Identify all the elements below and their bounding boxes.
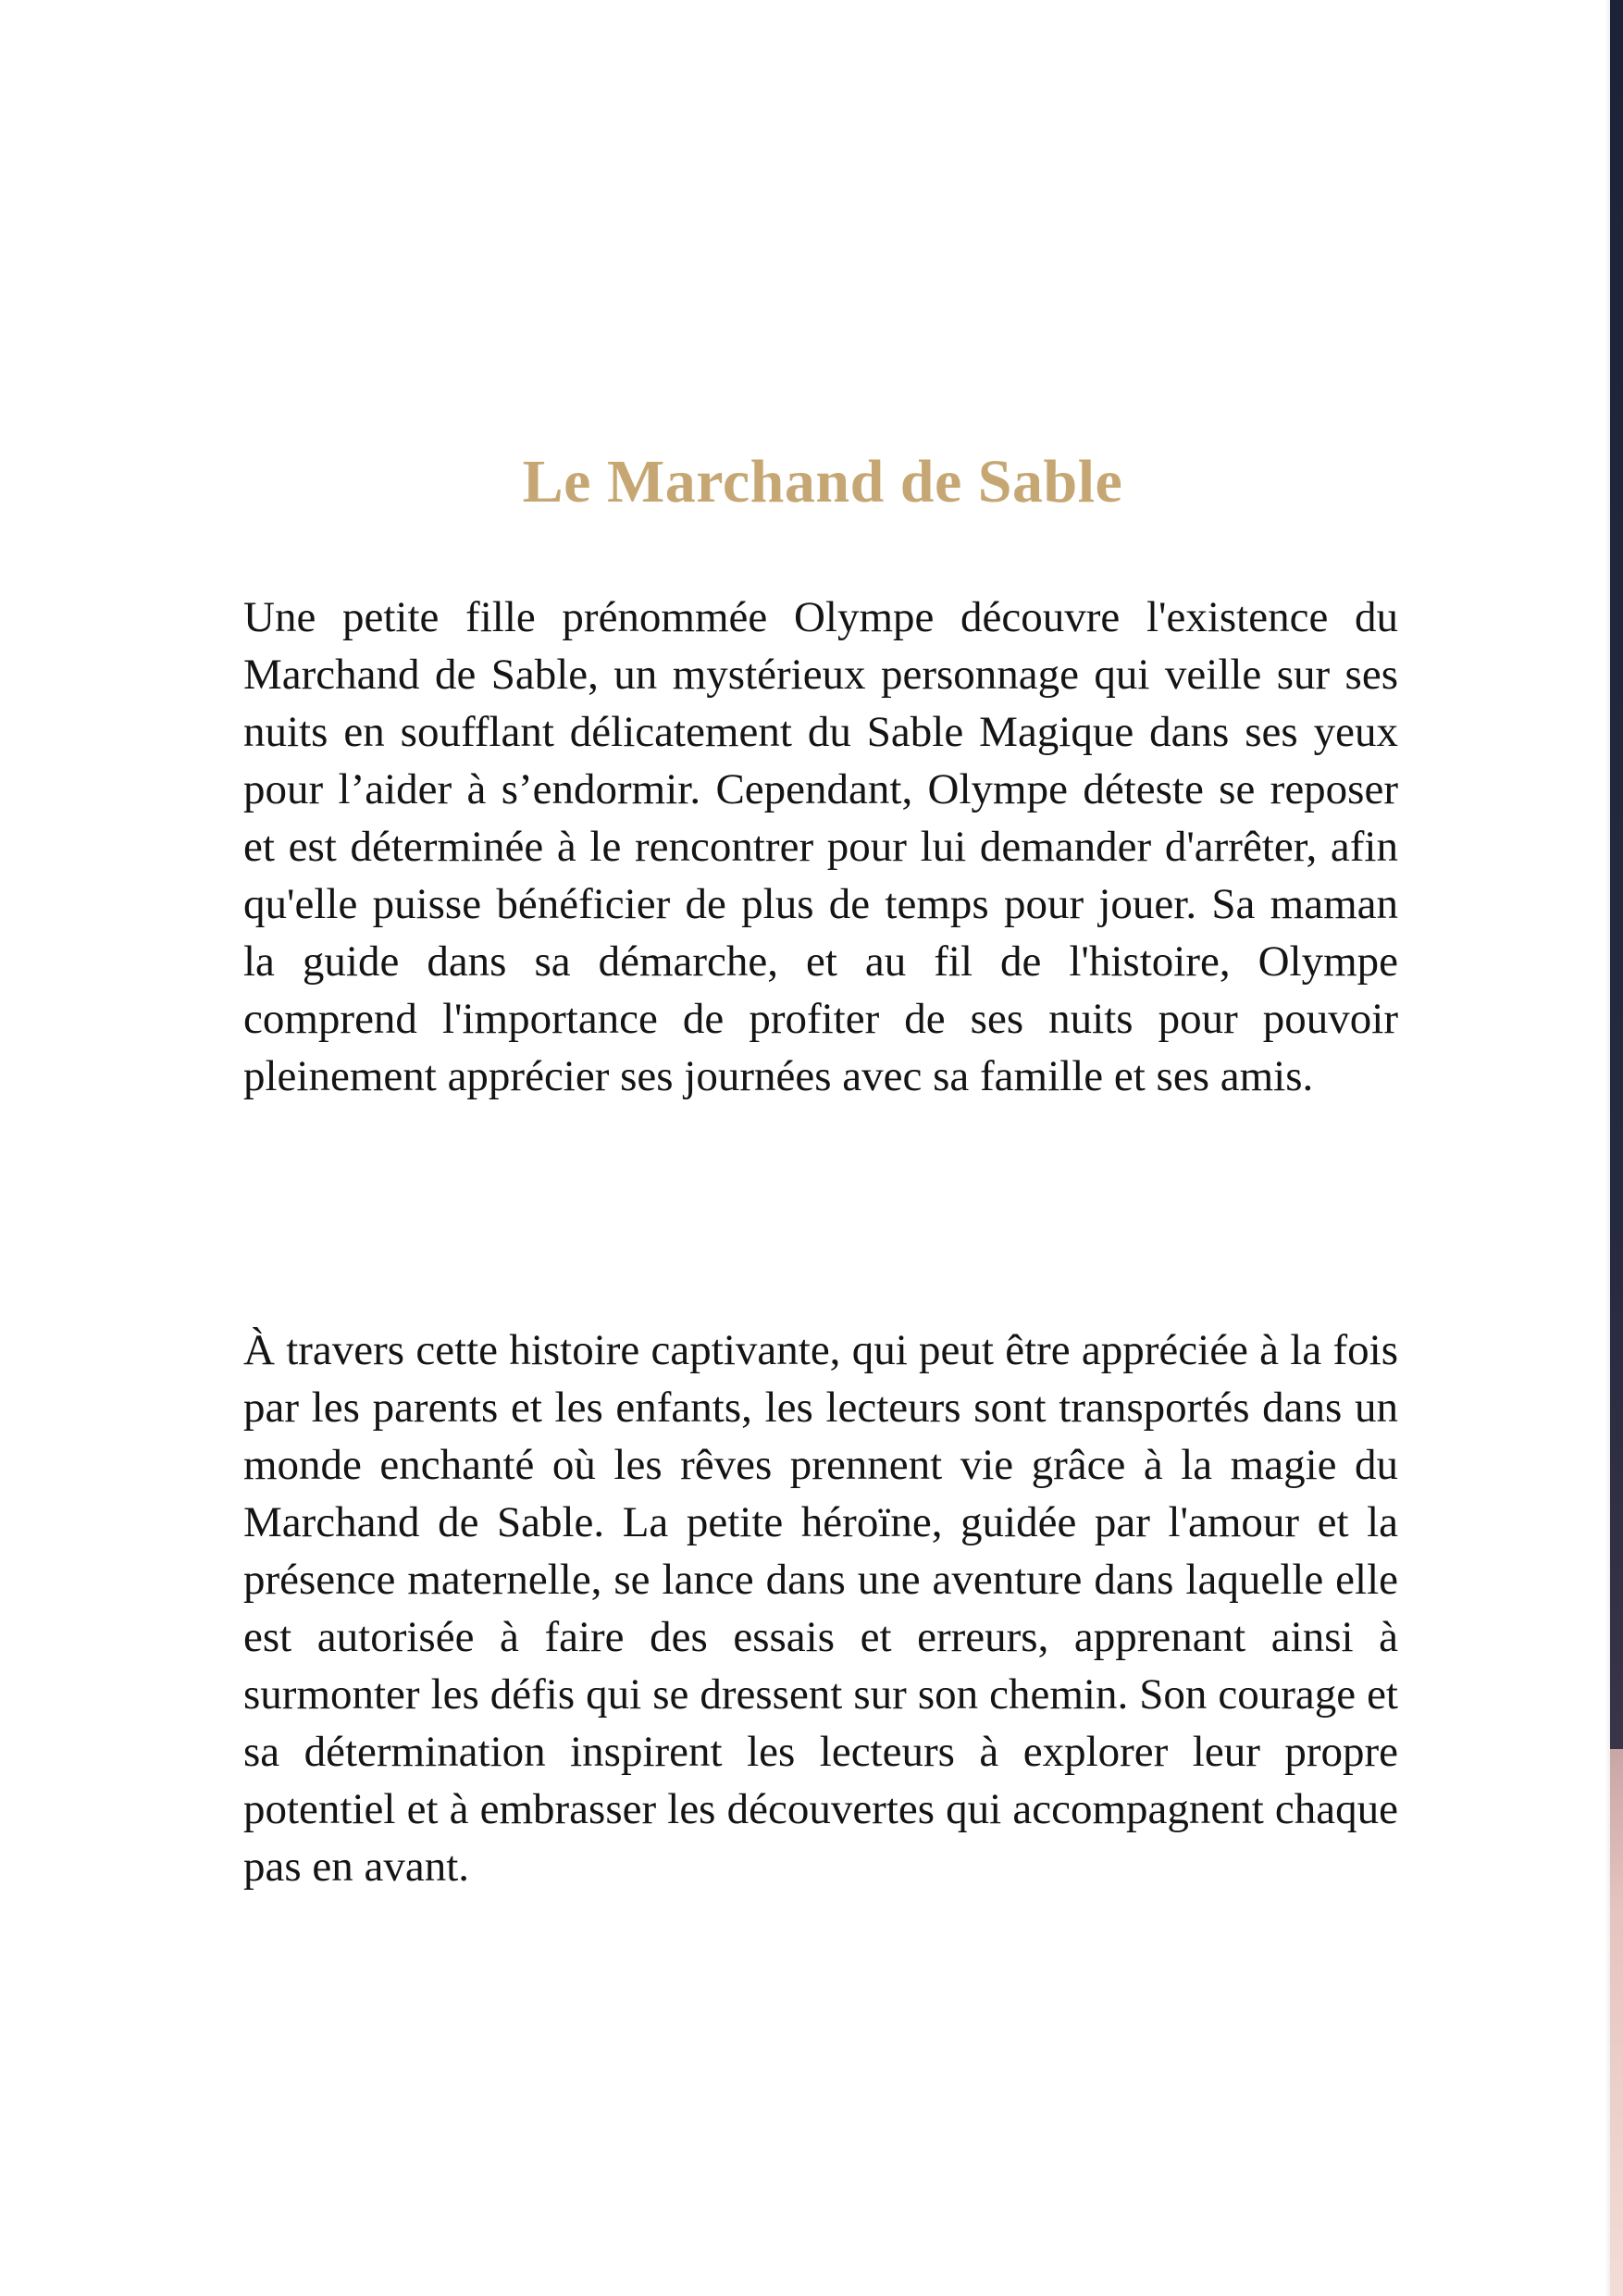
page-title: Le Marchand de Sable	[522, 448, 1123, 515]
adjacent-page-edge-pink	[1610, 1749, 1623, 2296]
adjacent-page-edge-dark	[1610, 0, 1623, 1749]
summary-paragraph-1: Une petite fille prénommée Olympe découvre l'existence du Marchand de Sable, un mystérieux personnage qui veille sur ses nuits en soufflant délicatement du Sable Magique dans ses yeux pour l’aider à s’endormir. Cependant, Olympe déteste se reposer et est déterminée à le rencontrer pour lui demander d'arrêter, afin qu'elle puisse bénéficier de plus de temps pour jouer. Sa maman la guide dans sa démarche, et au fil de l'histoire, Olympe comprend l'importance de profiter de ses nuits pour pouvoir pleinement apprécier ses journées avec sa famille et ses amis.	[243, 593, 1398, 1100]
summary-paragraph-2: À travers cette histoire captivante, qui peut être appréciée à la fois par les parents et les enfants, les lecteurs sont transportés dans un monde enchanté où les rêves prennent vie grâce à la magie du Marchand de Sable. La petite héroïne, guidée par l'amour et la présence maternelle, se lance dans une aventure dans laquelle elle est autorisée à faire des essais et erreurs, apprenant ainsi à surmonter les défis qui se dressent sur son chemin. Son courage et sa détermination inspirent les lecteurs à explorer leur propre potentiel et à embrasser les découvertes qui accompagnent chaque pas en avant.	[243, 1326, 1398, 1891]
